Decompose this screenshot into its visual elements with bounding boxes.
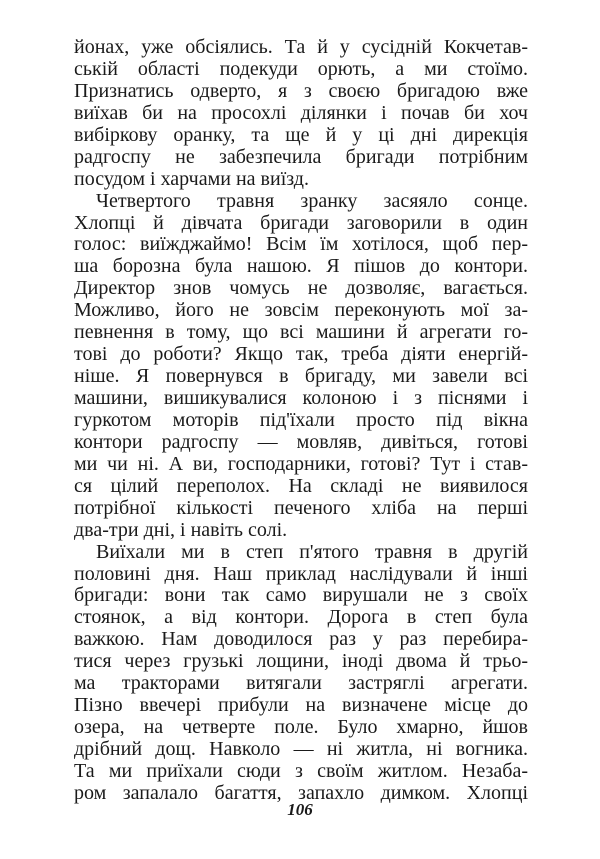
text-line: потрібної кількості печеного хліба на перші bbox=[74, 496, 528, 519]
text-line: два-три дні, і навіть солі. bbox=[74, 518, 288, 541]
text-line: гуркотом моторів під'їхали просто під вікна bbox=[74, 408, 528, 431]
text-line: радгоспу не забезпечила бригади потрібним bbox=[74, 145, 528, 168]
text-line: важкою. Нам доводилося раз у раз перебира- bbox=[74, 628, 528, 651]
text-line: машини, вишикувалися колоною і з піснями і bbox=[74, 387, 528, 409]
text-line: ській області подекуди орють, а ми стоїмо. bbox=[74, 57, 528, 80]
text-line: вибіркову оранку, та ще й у ці дні дирекція bbox=[74, 123, 528, 146]
paragraph bbox=[74, 191, 528, 542]
text-line: стоянок, а від контори. Дорога в степ була bbox=[74, 606, 528, 629]
page-number: 106 bbox=[287, 800, 313, 819]
text-line: озера, на четверте поле. Було хмарно, йшов bbox=[74, 716, 528, 739]
text-line: ша борозна була нашою. Я пішов до контори. bbox=[74, 255, 528, 278]
text-line: бригади: вони так само вирушали не з своїх bbox=[74, 584, 528, 607]
text-line: Та ми приїхали сюди з своїм житлом. Незаба- bbox=[74, 759, 528, 782]
text-line: Четвертого травня зранку засяяло сонце. bbox=[96, 189, 528, 212]
text-line: ся цілий переполох. На складі не виявилося bbox=[74, 474, 528, 497]
text-line: виїхав би на просохлі ділянки і почав би хоч bbox=[74, 101, 528, 124]
text-line: посудом і харчами на виїзд. bbox=[74, 167, 309, 190]
text-line: йонах, уже обсіялись. Та й у сусідній Кокчетав- bbox=[74, 36, 528, 58]
text-line: Хлопці й дівчата бригади заговорили в один bbox=[74, 211, 528, 234]
text-line: Пізно ввечері прибули на визначене місце до bbox=[74, 694, 528, 717]
text-line: половині дня. Наш приклад наслідували й інші bbox=[74, 562, 528, 585]
text-line: ма тракторами витягали застряглі агрегати. bbox=[74, 672, 528, 695]
text-line: ніше. Я повернувся в бригаду, ми завели всі bbox=[74, 365, 528, 388]
text-line: тися через грузькі лощини, іноді двома й трьо- bbox=[74, 650, 528, 673]
paragraph bbox=[74, 542, 528, 805]
text-line: дрібний дощ. Навколо — ні житла, ні вогника. bbox=[74, 738, 528, 760]
text-line: голос: виїжджаймо! Всім їм хотілося, щоб пер- bbox=[74, 233, 528, 256]
text-line: Директор знов чомусь не дозволяє, вагається. bbox=[74, 277, 528, 300]
text-line: Виїхали ми в степ п'ятого травня в другій bbox=[96, 540, 528, 563]
text-line: ром запалало багаття, запахло димком. Хлопці bbox=[74, 781, 528, 804]
text-line: тові до роботи? Якщо так, треба діяти енергій- bbox=[74, 343, 528, 366]
paragraph bbox=[74, 37, 528, 191]
text-line: контори радгоспу — мовляв, дивіться, готові bbox=[74, 430, 528, 453]
text-line: ми чи ні. А ви, господарники, готові? Тут і став- bbox=[74, 452, 528, 475]
text-line: певнення в тому, що всі машини й агрегати го- bbox=[74, 321, 528, 344]
page-body bbox=[74, 37, 528, 805]
text-line: Признатись одверто, я з своєю бригадою вже bbox=[74, 79, 528, 102]
text-line: Можливо, його не зовсім переконують мої за- bbox=[74, 299, 528, 322]
